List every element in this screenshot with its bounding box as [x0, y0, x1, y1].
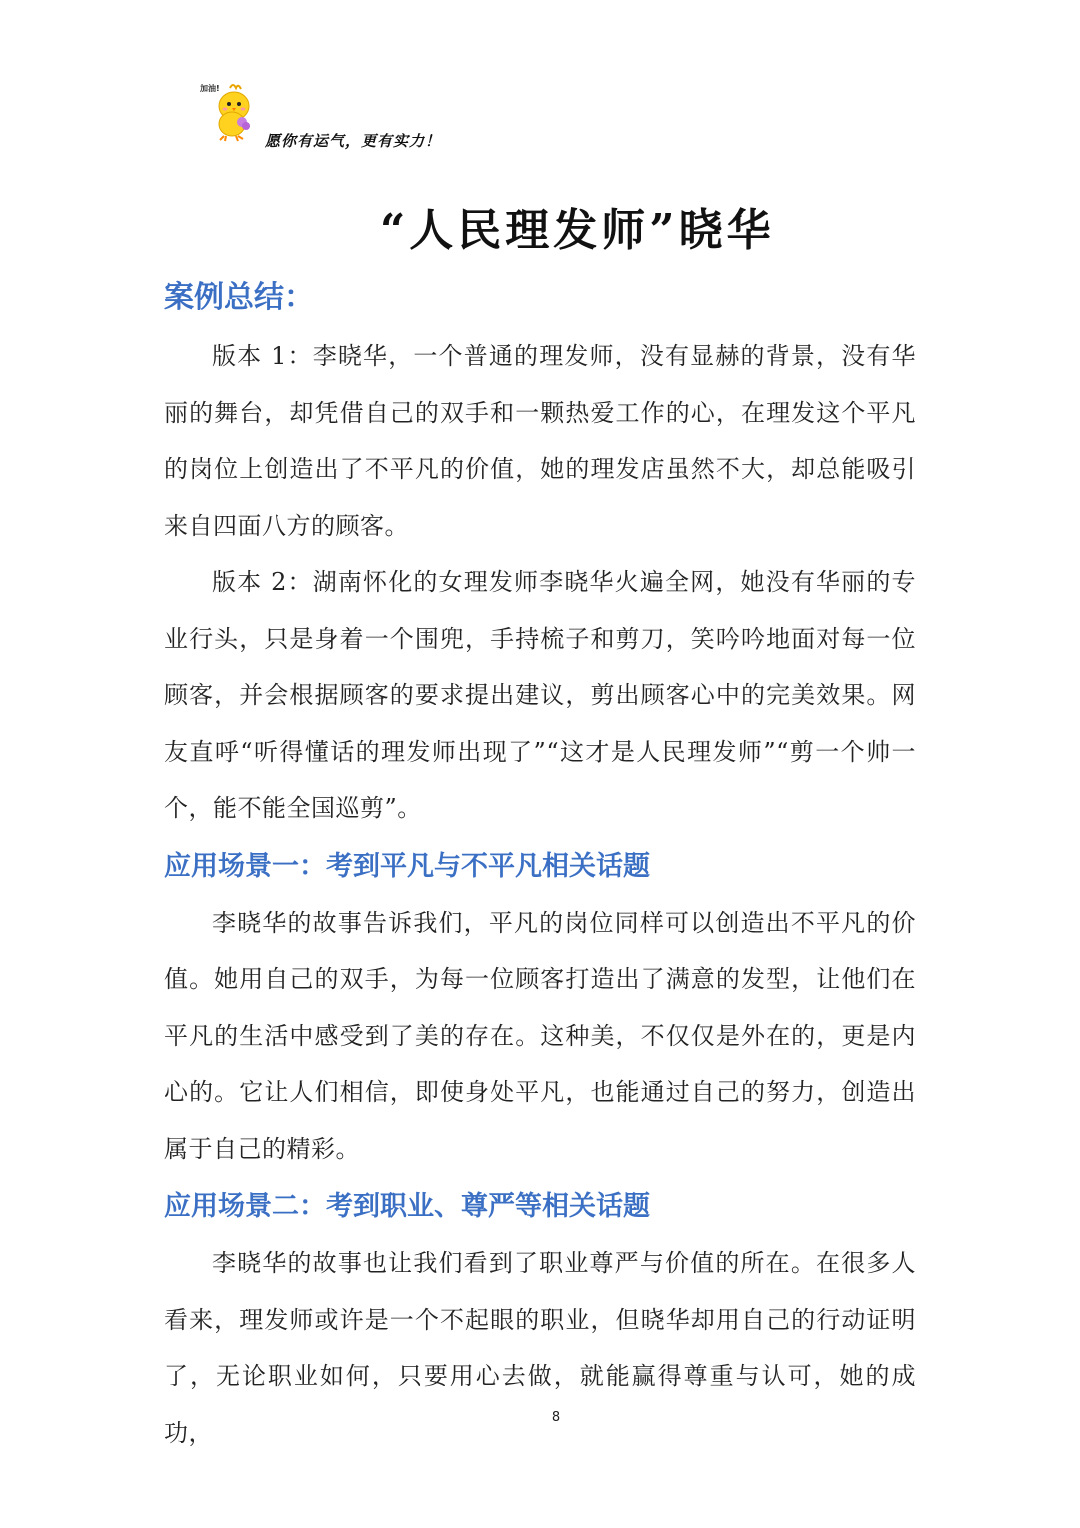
scene2-heading: 应用场景二：考到职业、尊严等相关话题 [164, 1191, 650, 1222]
page-number: 8 [551, 1410, 561, 1425]
scene2-paragraph-1: 李晓华的故事也让我们看到了职业尊严与价值的所在。在很多人看来，理发师或许是一个不起眼的职业，但晓华却用自己的行动证明了，无论职业如何，只要用心去做，就能赢得尊重与认可，她的成功， [164, 1249, 916, 1447]
scene1-paragraph-1: 李晓华的故事告诉我们，平凡的岗位同样可以创造出不平凡的价值。她用自己的双手，为每一位顾客打造出了满意的发型，让他们在平凡的生活中感受到了美的存在。这种美，不仅仅是外在的，更是内心的。它让人们相信，即使身处平凡，也能通过自己的努力，创造出属于自己的精彩。 [164, 908, 916, 1163]
summary-paragraph-1: 版本 1：李晓华，一个普通的理发师，没有显赫的背景，没有华丽的舞台，却凭借自己的双手和一颗热爱工作的心，在理发这个平凡的岗位上创造出了不平凡的价值，她的理发店虽然不大，却总能吸引来自四面八方的顾客。 [164, 342, 916, 540]
summary-heading: 案例总结： [164, 280, 314, 315]
scene1-heading: 应用场景一：考到平凡与不平凡相关话题 [164, 850, 650, 882]
document-body [164, 270, 916, 1461]
header-slogan: 愿你有运气，更有实力！ [265, 132, 442, 150]
page-title: “人民理发师”晓华 [380, 205, 775, 257]
summary-paragraph-2: 版本 2：湖南怀化的女理发师李晓华火遍全网，她没有华丽的专业行头，只是身着一个围兜，手持梳子和剪刀，笑吟吟地面对每一位顾客，并会根据顾客的要求提出建议，剪出顾客心中的完美效果。网友直呼“听得懂话的理发师出现了”“这才是人民理发师”“剪一个帅一个，能不能全国巡剪”。 [164, 568, 916, 822]
chick-mascot-icon [196, 80, 266, 144]
logo-badge-text: 加油! [200, 84, 220, 93]
